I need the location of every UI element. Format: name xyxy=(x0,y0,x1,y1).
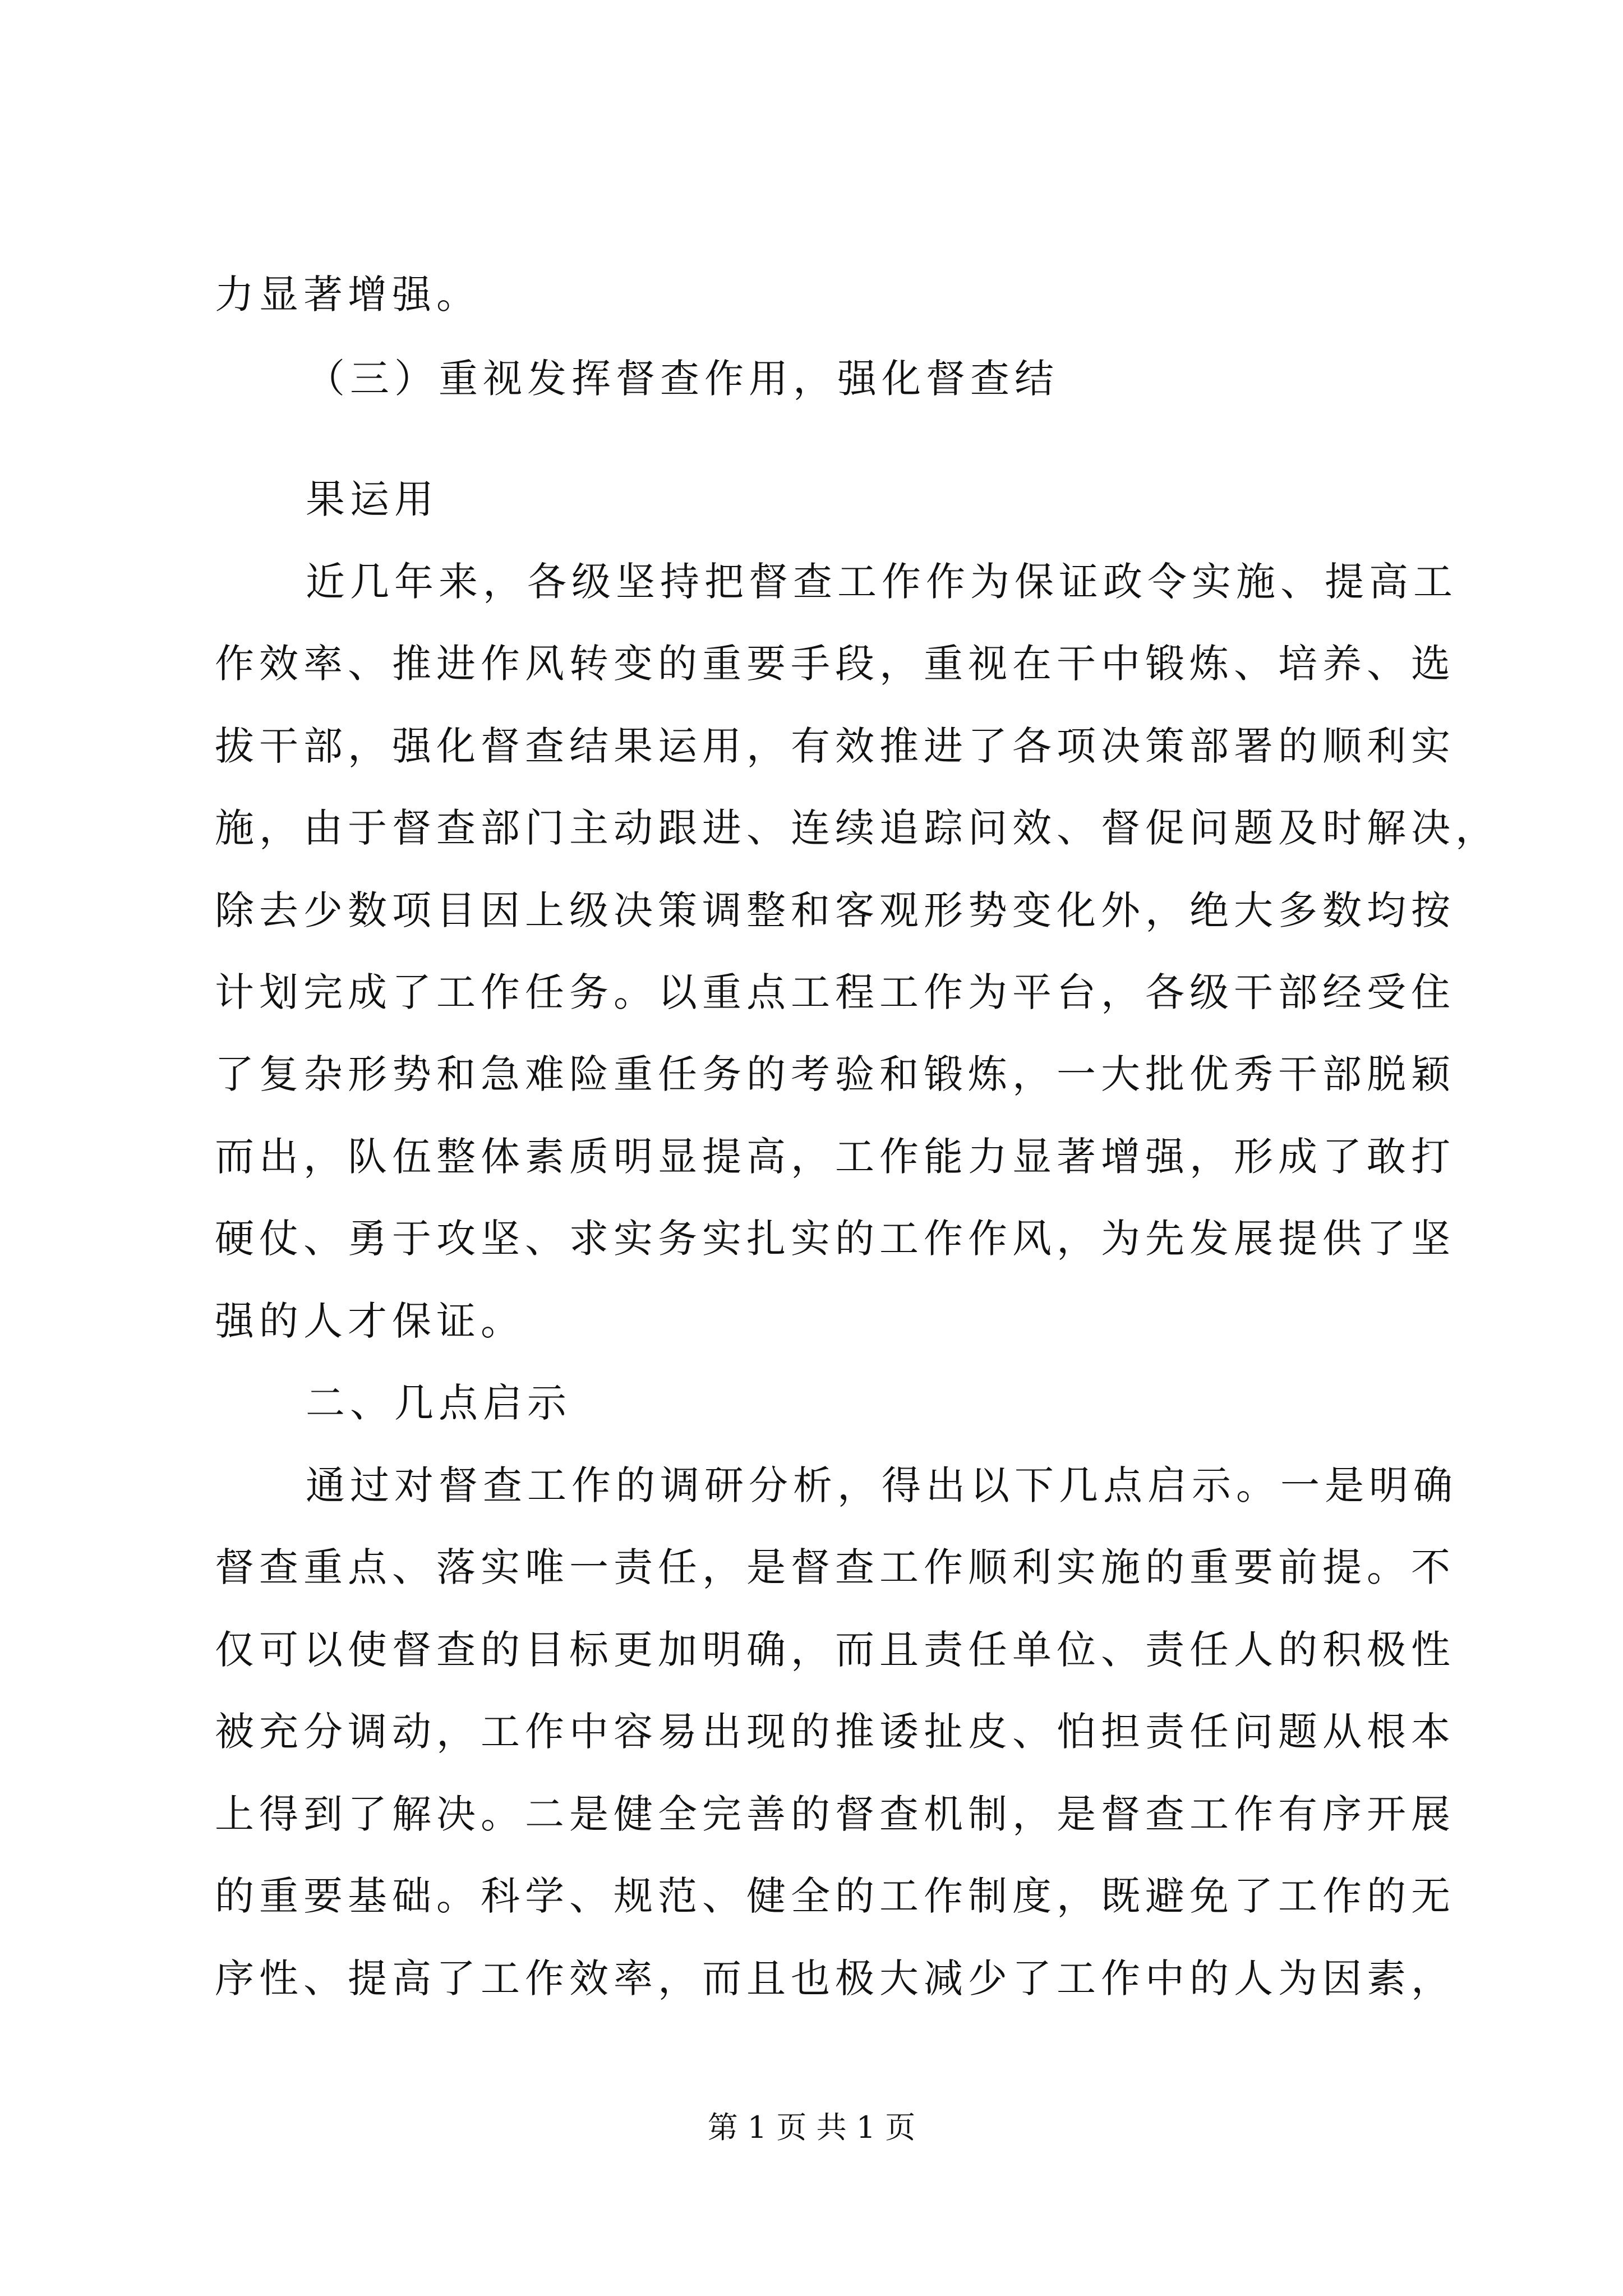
text-line: 除去少数项目因上级决策调整和客观形势变化外，绝大多数均按 xyxy=(215,887,1455,933)
text-line: 拔干部，强化督查结果运用，有效推进了各项决策部署的顺利实 xyxy=(215,723,1455,769)
text-line: 而出，队伍整体素质明显提高，工作能力显著增强，形成了敢打 xyxy=(215,1134,1455,1180)
text-line: 上得到了解决。二是健全完善的督查机制，是督查工作有序开展 xyxy=(215,1791,1455,1837)
text-line: 督查重点、落实唯一责任，是督查工作顺利实施的重要前提。不 xyxy=(215,1544,1455,1590)
text-line: 了复杂形势和急难险重任务的考验和锻炼，一大批优秀干部脱颖 xyxy=(215,1051,1455,1097)
section-heading-continued: 果运用 xyxy=(306,476,439,522)
text-line: 被充分调动，工作中容易出现的推诿扯皮、怕担责任问题从根本 xyxy=(215,1709,1455,1755)
page-footer: 第 1 页 共 1 页 xyxy=(707,2110,916,2145)
section-heading: 二、几点启示 xyxy=(306,1380,571,1426)
text-line: 作效率、推进作风转变的重要手段，重视在干中锻炼、培养、选 xyxy=(215,641,1455,687)
text-line: 的重要基础。科学、规范、健全的工作制度，既避免了工作的无 xyxy=(215,1873,1455,1919)
text-line: 计划完成了工作任务。以重点工程工作为平台，各级干部经受住 xyxy=(215,969,1455,1015)
text-line: 施，由于督查部门主动跟进、连续追踪问效、督促问题及时解决， xyxy=(215,805,1500,851)
text-line: 仅可以使督查的目标更加明确，而且责任单位、责任人的积极性 xyxy=(215,1627,1455,1673)
text-line: 近几年来，各级坚持把督查工作作为保证政令实施、提高工 xyxy=(306,559,1458,605)
text-line: 硬仗、勇于攻坚、求实务实扎实的工作作风，为先发展提供了坚 xyxy=(215,1216,1455,1262)
section-heading: （三）重视发挥督查作用，强化督查结 xyxy=(306,356,1059,402)
text-line: 通过对督查工作的调研分析，得出以下几点启示。一是明确 xyxy=(306,1462,1458,1508)
text-line: 力显著增强。 xyxy=(215,272,481,318)
text-line: 序性、提高了工作效率，而且也极大减少了工作中的人为因素， xyxy=(215,1955,1455,2001)
text-line: 强的人才保证。 xyxy=(215,1298,525,1344)
